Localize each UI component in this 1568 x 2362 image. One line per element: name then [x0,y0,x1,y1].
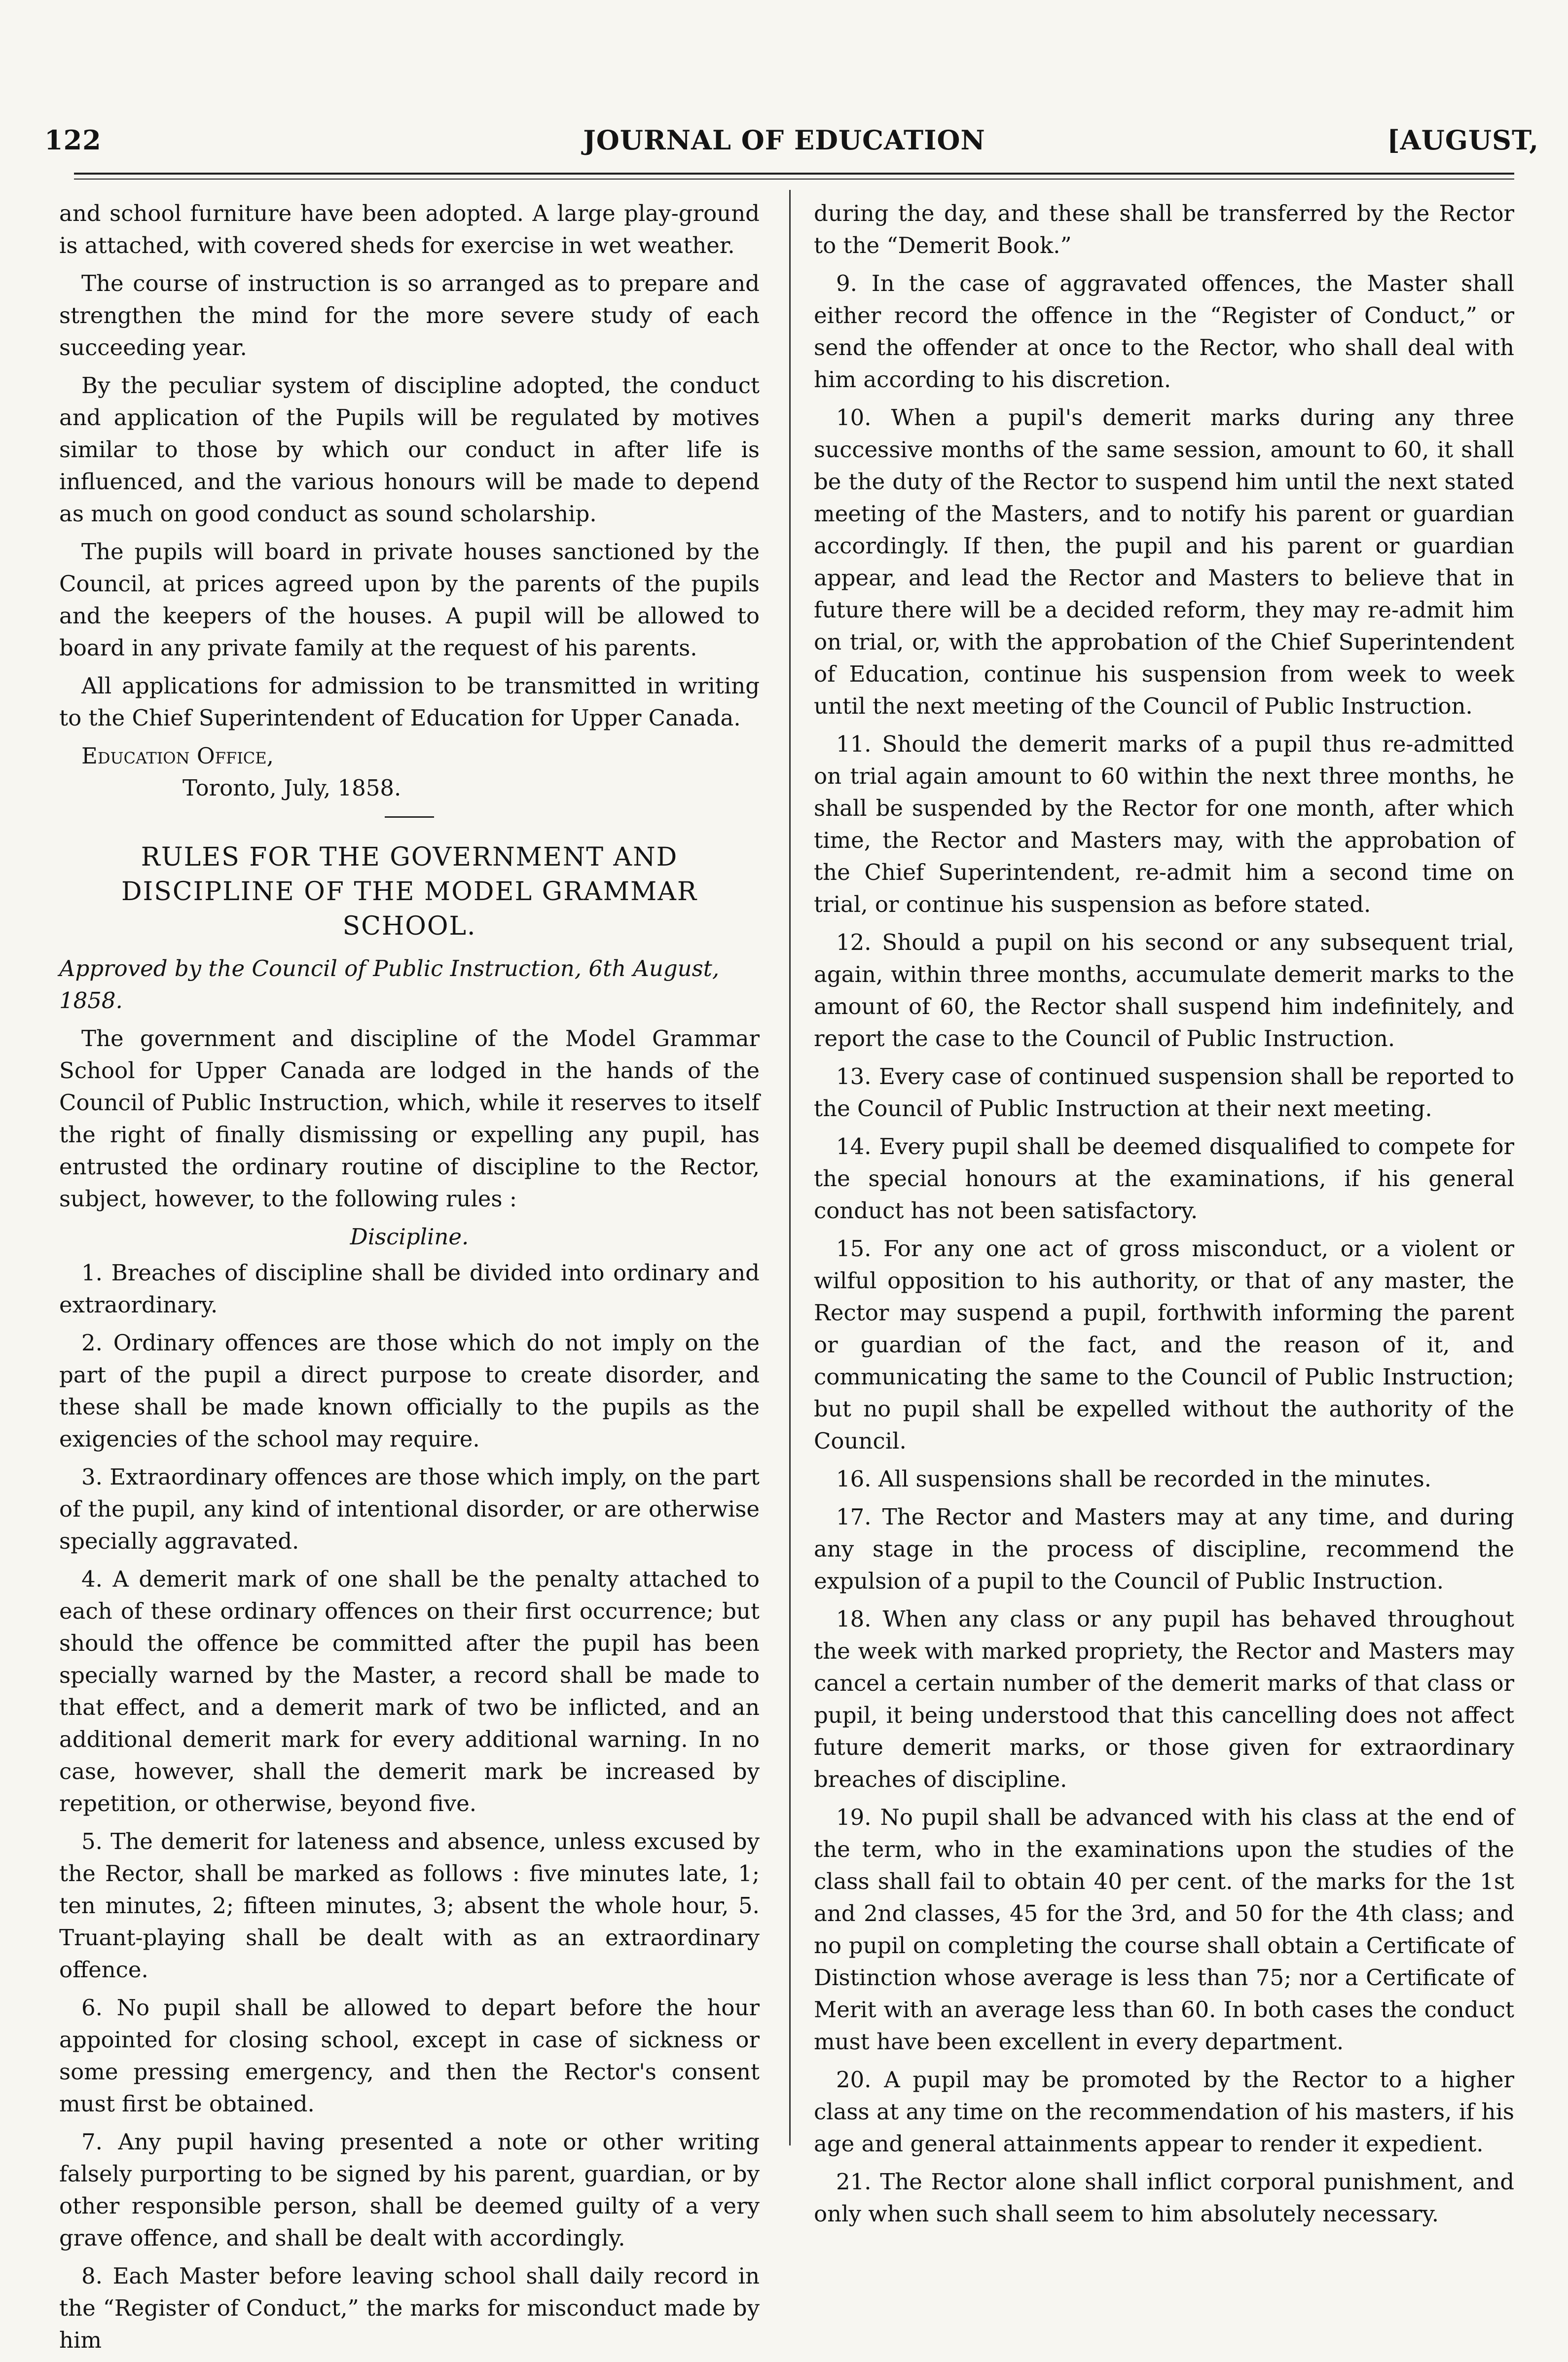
rule-paragraph: 20. A pupil may be promoted by the Rector to a higher class at any time on the recommendation of his masters, if his age and general attainments appear to render it expedient. [814,2067,1514,2157]
rule-paragraph: 16. All suspensions shall be recorded in the minutes. [836,1466,1432,1492]
rule-paragraph: during the day, and these shall be transferred by the Rector to the “Demerit Book.” [814,200,1514,258]
rule-paragraph: 14. Every pupil shall be deemed disqualified to compete for the special honours at the examinations, if his general conduct has not been satisfactory. [814,1133,1514,1224]
dateline: Toronto, July, 1858. [182,775,401,801]
rule-paragraph: 5. The demerit for lateness and absence, unless excused by the Rector, shall be marked as follows : five minutes late, 1; ten minutes, 2; fifteen minutes, 3; absent the whole hour, 5. Truant-playing shall be dealt with as an extraordinary offence. [59,1828,760,1983]
office-signature: Education Office, [81,743,274,769]
page-number: 122 [44,124,102,156]
page-header [30,124,1539,169]
rule-paragraph: 7. Any pupil having presented a note or other writing falsely purporting to be signed by his parent, guardian, or by other responsible person, shall be deemed guilty of a very grave offence, and shall be dealt with accordingly. [59,2129,760,2251]
rule-paragraph: 18. When any class or any pupil has behaved throughout the week with marked propriety, the Rector and Masters may cancel a certain number of the demerit marks of that class or pupil, it being understood that this cancelling does not affect future demerit marks, or those given for extraordinary breaches of discipline. [814,1606,1514,1792]
rule-paragraph: 13. Every case of continued suspension shall be reported to the Council of Public Instruction at their next meeting. [814,1063,1514,1122]
rule-paragraph: 15. For any one act of gross misconduct, or a violent or wilful opposition to his authority, or that of any master, the Rector may suspend a pupil, forthwith informing the parent or guardian of the fact, and the reason of it, and communicating the same to the Council of Public Instruction; but no pupil shall be expelled without the authority of the Council. [814,1236,1514,1454]
paragraph: and school furniture have been adopted. A large play-ground is attached, with covered sheds for exercise in wet weather. [59,200,760,258]
subheading: Discipline. [350,1224,469,1250]
rule-paragraph: 2. Ordinary offences are those which do not imply on the part of the pupil a direct purpose to create disorder, and these shall be made known officially to the pupils as the exigencies of the school may require. [59,1330,760,1452]
preamble: The government and discipline of the Model Grammar School for Upper Canada are lodged in the hands of the Council of Public Instruction, which, while it reserves to itself the right of finally dismissing or expelling any pupil, has entrusted the ordinary routine of discipline to the Rector, subject, however, to the following rules : [59,1025,760,1212]
paragraph: All applications for admission to be transmitted in writing to the Chief Superintendent of Education for Upper Canada. [59,673,760,731]
header-rule-thin [74,179,1514,180]
issue-month: [AUGUST, [1387,124,1539,156]
header-rule [74,173,1514,175]
rule-paragraph: 10. When a pupil's demerit marks during any three successive months of the same session, amount to 60, it shall be the duty of the Rector to suspend him until the next stated meeting of the Masters, and to notify his parent or guardian accordingly. If then, the pupil and his parent or guardian appear, and lead the Rector and Masters to believe that in future there will be a decided reform, they may re-admit him on trial, or, with the approbation of the Chief Superintendent of Education, continue his suspension from week to week until the next meeting of the Council of Public Instruction. [814,404,1514,719]
paragraph: The pupils will board in private houses sanctioned by the Council, at prices agreed upon by the parents of the pupils and the keepers of the houses. A pupil will be allowed to board in any private family at the request of his parents. [59,539,760,661]
rule-paragraph: 1. Breaches of discipline shall be divided into ordinary and extraordinary. [59,1260,760,1318]
column-divider [789,190,791,2145]
left-column [59,197,760,2362]
journal-title: JOURNAL OF EDUCATION [583,124,985,156]
section-title: RULES FOR THE GOVERNMENT AND DISCIPLINE OF THE MODEL GRAMMAR SCHOOL. [121,842,697,941]
rule-paragraph: 17. The Rector and Masters may at any time, and during any stage in the process of discipline, recommend the expulsion of a pupil to the Council of Public Instruction. [814,1504,1514,1594]
rule-paragraph: 3. Extraordinary offences are those which imply, on the part of the pupil, any kind of intentional disorder, or are otherwise specially aggravated. [59,1464,760,1554]
rule-paragraph: 4. A demerit mark of one shall be the penalty attached to each of these ordinary offences on their first occurrence; but should the offence be committed after the pupil has been specially warned by the Master, a record shall be made to that effect, and a demerit mark of two be inflicted, and an additional demerit mark for every additional warning. In no case, however, shall the demerit mark be increased by repetition, or otherwise, beyond five. [59,1566,760,1817]
rule-paragraph: 11. Should the demerit marks of a pupil thus re-admitted on trial again amount to 60 within the next three months, he shall be suspended by the Rector for one month, after which time, the Rector and Masters may, with the approbation of the Chief Superintendent, re-admit him a second time on trial, or continue his suspension as before stated. [814,731,1514,917]
right-column [814,197,1514,2236]
rule-paragraph: 19. No pupil shall be advanced with his class at the end of the term, who in the examinations upon the studies of the class shall fail to obtain 40 per cent. of the marks for the 1st and 2nd classes, 45 for the 3rd, and 50 for the 4th class; and no pupil on completing the course shall obtain a Certificate of Distinction whose average is less than 75; nor a Certificate of Merit with an average less than 60. In both cases the conduct must have been excellent in every department. [814,1804,1514,2055]
rule-paragraph: 21. The Rector alone shall inflict corporal punishment, and only when such shall seem to him absolutely necessary. [814,2169,1514,2227]
rule-paragraph: 8. Each Master before leaving school shall daily record in the “Register of Conduct,” the marks for misconduct made by him [59,2263,760,2353]
paragraph: The course of instruction is so arranged as to prepare and strengthen the mind for the more severe study of each succeeding year. [59,270,760,361]
approval-line: Approved by the Council of Public Instruction, 6th August, 1858. [59,955,720,1014]
rule-paragraph: 12. Should a pupil on his second or any subsequent trial, again, within three months, accumulate demerit marks to the amount of 60, the Rector shall suspend him indefinitely, and report the case to the Council of Public Instruction. [814,929,1514,1052]
rule-paragraph: 6. No pupil shall be allowed to depart before the hour appointed for closing school, except in case of sickness or some pressing emergency, and then the Rector's consent must first be obtained. [59,1995,760,2117]
section-divider [385,816,434,818]
paragraph: By the peculiar system of discipline adopted, the conduct and application of the Pupils will be regulated by motives similar to those by which our conduct in after life is influenced, and the various honours will be made to depend as much on good conduct as sound scholarship. [59,372,760,527]
rule-paragraph: 9. In the case of aggravated offences, the Master shall either record the offence in the “Register of Conduct,” or send the offender at once to the Rector, who shall deal with him according to his discretion. [814,270,1514,393]
